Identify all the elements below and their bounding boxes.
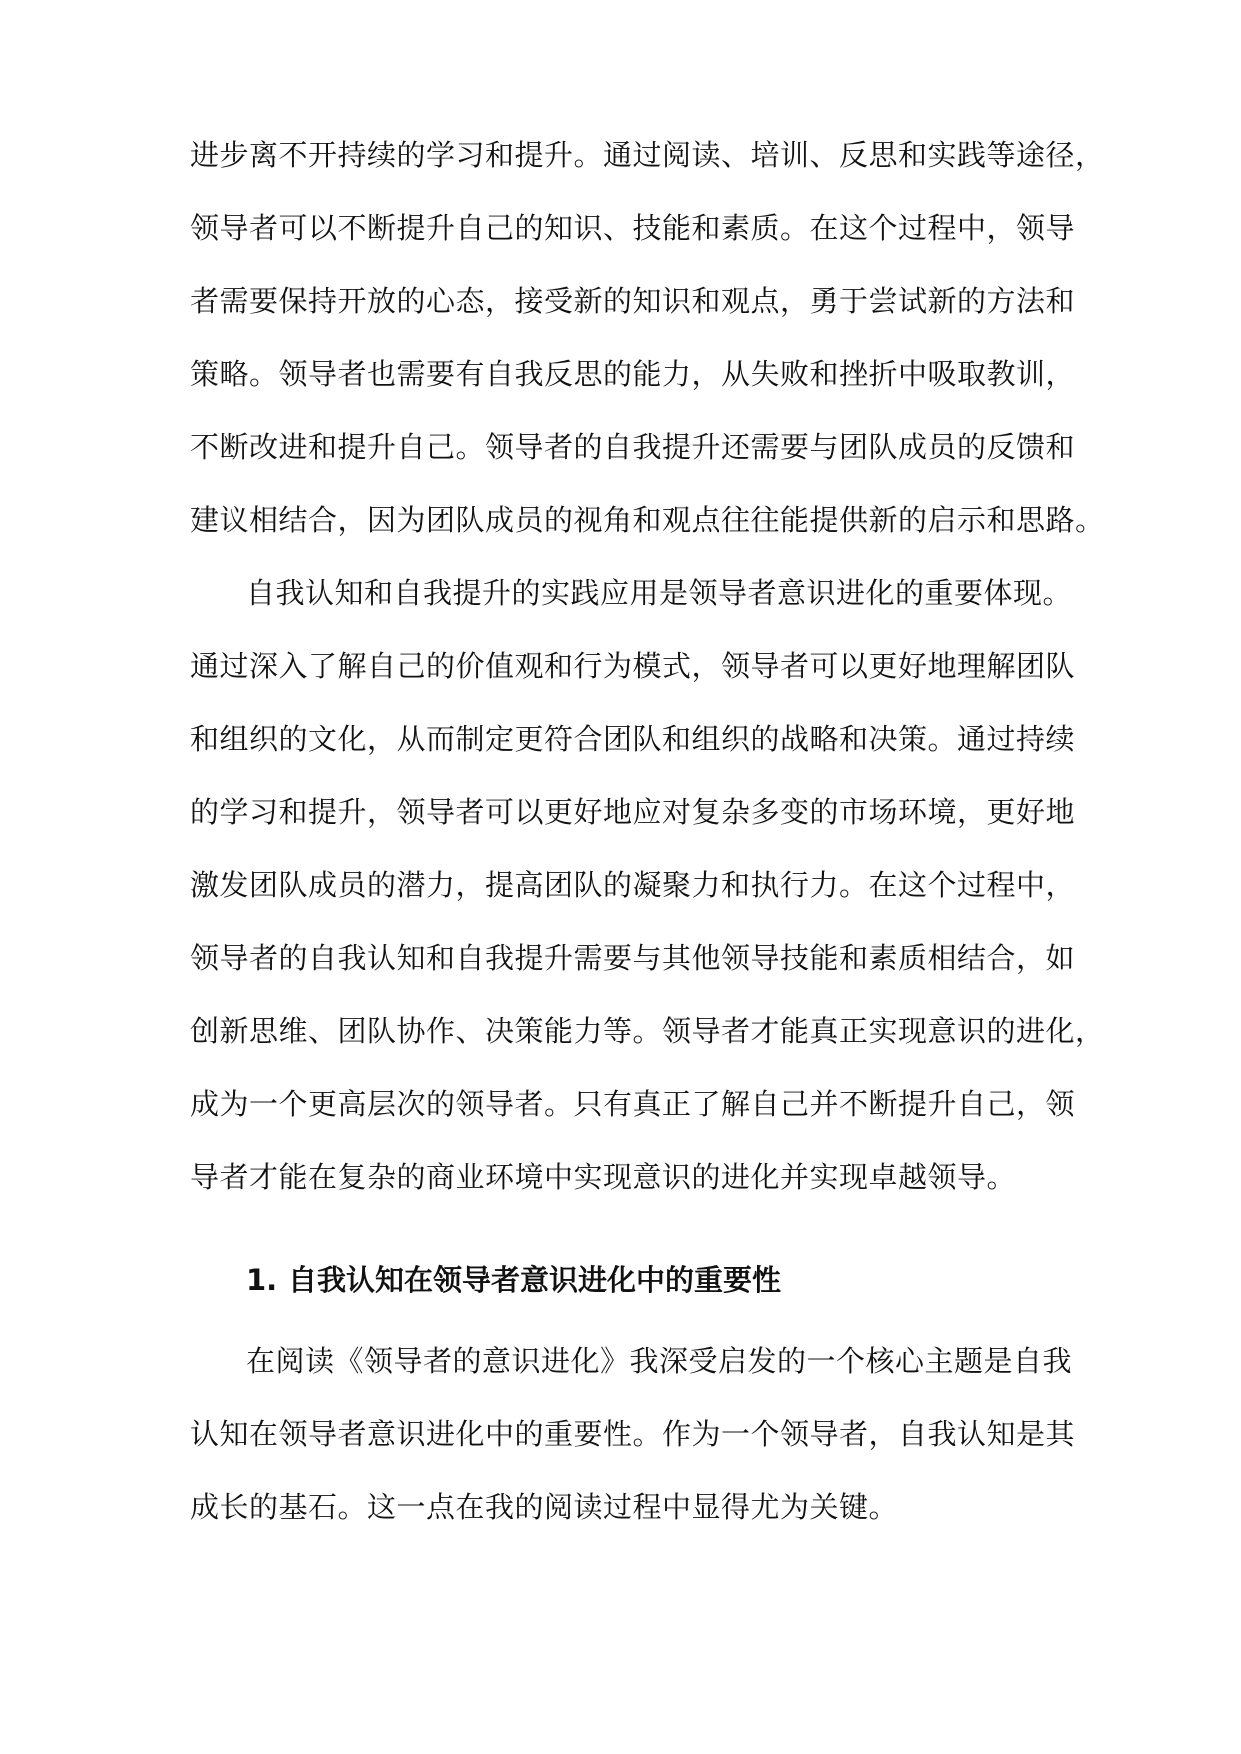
text-line: 创新思维、团队协作、决策能力等。领导者才能真正实现意识的进化， [190, 1014, 1105, 1048]
text-line: 领导者可以不断提升自己的知识、技能和素质。在这个过程中，领导 [190, 211, 1076, 245]
text-line: 不断改进和提升自己。领导者的自我提升还需要与团队成员的反馈和 [190, 430, 1076, 464]
text-line: 者需要保持开放的心态，接受新的知识和观点，勇于尝试新的方法和 [190, 284, 1076, 318]
text-line: 通过深入了解自己的价值观和行为模式，领导者可以更好地理解团队 [190, 649, 1076, 683]
text-line: 认知在领导者意识进化中的重要性。作为一个领导者，自我认知是其 [190, 1417, 1076, 1451]
text-line: 的学习和提升，领导者可以更好地应对复杂多变的市场环境，更好地 [190, 795, 1076, 829]
text-line: 策略。领导者也需要有自我反思的能力，从失败和挫折中吸取教训， [190, 357, 1076, 391]
text-line: 导者才能在复杂的商业环境中实现意识的进化并实现卓越领导。 [190, 1160, 1017, 1194]
text-line: 成长的基石。这一点在我的阅读过程中显得尤为关键。 [190, 1490, 899, 1524]
text-line: 领导者的自我认知和自我提升需要与其他领导技能和素质相结合，如 [190, 941, 1076, 975]
text-line: 建议相结合，因为团队成员的视角和观点往往能提供新的启示和思路。 [190, 503, 1105, 537]
text-line: 成为一个更高层次的领导者。只有真正了解自己并不断提升自己，领 [190, 1087, 1076, 1121]
section-heading [246, 1260, 1046, 1300]
text-line-indented: 在阅读《领导者的意识进化》我深受启发的一个核心主题是自我 [246, 1344, 1073, 1378]
text-line: 和组织的文化，从而制定更符合团队和组织的战略和决策。通过持续 [190, 722, 1076, 756]
text-line: 进步离不开持续的学习和提升。通过阅读、培训、反思和实践等途径， [190, 138, 1105, 172]
section-title: 自我认知在领导者意识进化中的重要性 [288, 1263, 782, 1297]
section-number: 1. [246, 1263, 278, 1297]
text-line-indented: 自我认知和自我提升的实践应用是领导者意识进化的重要体现。 [246, 576, 1073, 610]
text-line: 激发团队成员的潜力，提高团队的凝聚力和执行力。在这个过程中， [190, 868, 1076, 902]
